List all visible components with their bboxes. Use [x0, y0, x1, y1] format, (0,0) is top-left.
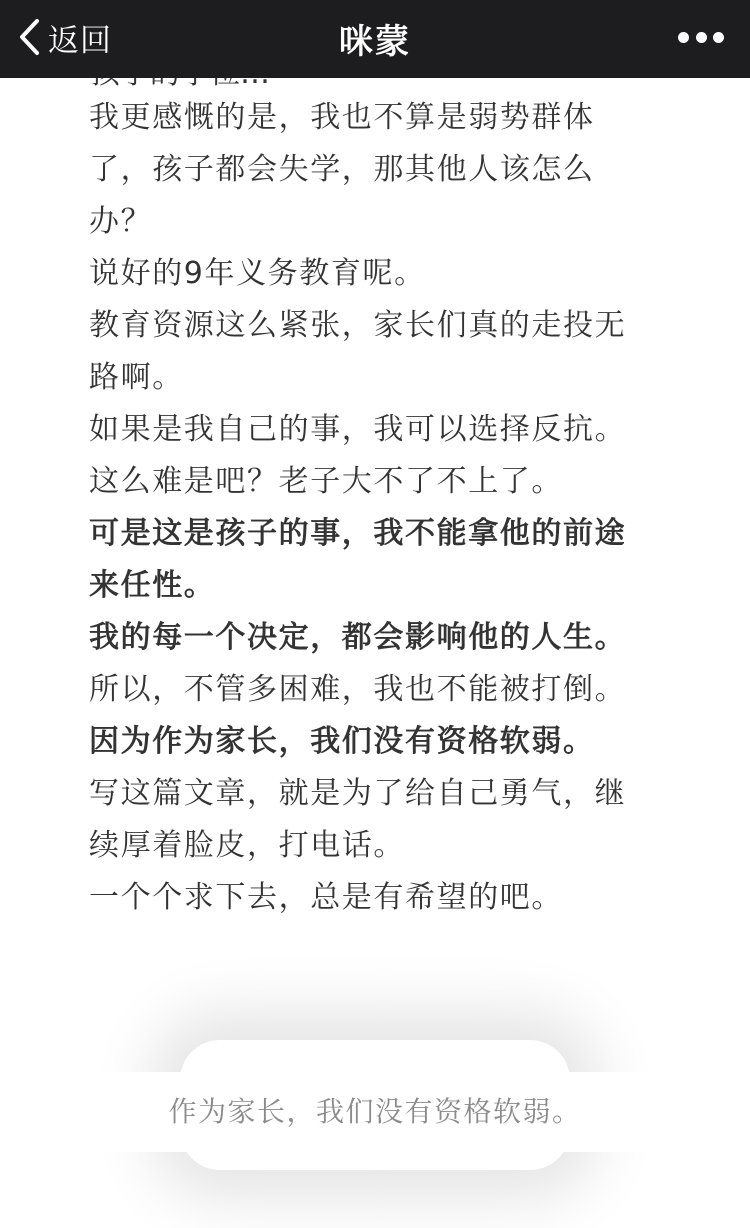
article-paragraph: 所以，不管多困难，我也不能被打倒。	[89, 672, 627, 707]
quote-card	[0, 1072, 750, 1152]
quote-text: 作为家长，我们没有资格软弱。	[168, 1095, 582, 1128]
article-paragraph: 因为作为家长，我们没有资格软弱。	[89, 724, 595, 759]
more-dots-icon	[678, 32, 689, 43]
article-paragraph: 我更感慨的是，我也不算是弱势群体了，孩子都会失学，那其他人该怎么办？	[89, 100, 595, 239]
article-paragraph: 这么难是吧？老子大不了不上了。	[89, 464, 563, 499]
back-label: 返回	[48, 22, 112, 59]
article-paragraph: 如果是我自己的事，我可以选择反抗。	[89, 412, 627, 447]
page-title: 咪蒙	[339, 22, 411, 62]
article-paragraph: 一个个求下去，总是有希望的吧。	[89, 880, 563, 915]
more-button[interactable]	[678, 26, 724, 48]
article-paragraph: 说好的9年义务教育呢。	[89, 256, 426, 291]
nav-bar	[0, 0, 750, 78]
article-paragraph: 写这篇文章，就是为了给自己勇气，继续厚着脸皮，打电话。	[89, 776, 627, 863]
article-paragraph: 我的每一个决定，都会影响他的人生。	[89, 620, 627, 655]
article-paragraph: 可是这是孩子的事，我不能拿他的前途来任性。	[89, 516, 627, 603]
article-body	[89, 92, 649, 924]
article-paragraph: 教育资源这么紧张，家长们真的走投无路啊。	[89, 308, 627, 395]
